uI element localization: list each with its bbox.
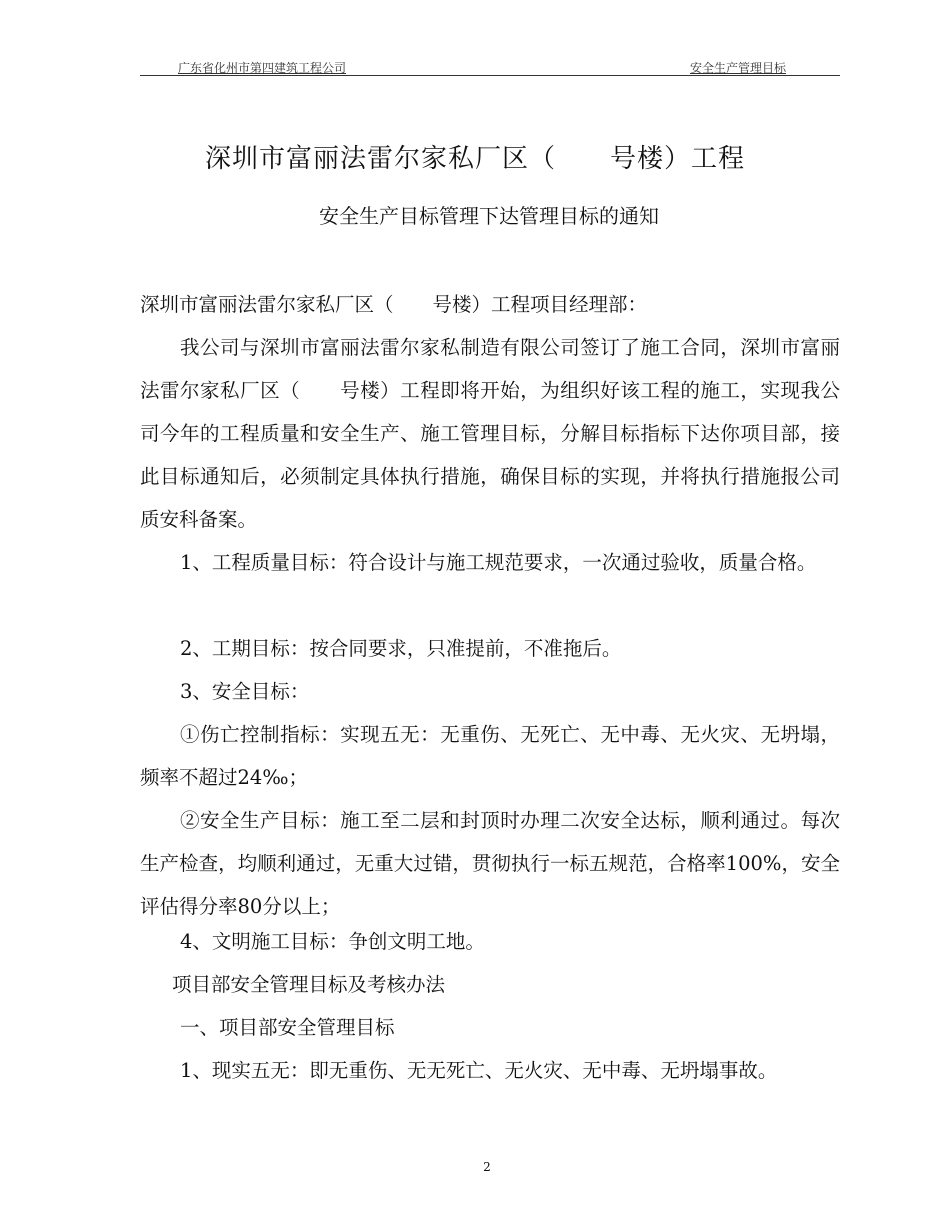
civilized-construction-goal: 4、文明施工目标：争创文明工地。 (180, 930, 485, 953)
safety-production-target: ②安全生产目标：施工至二层和封顶时办理二次安全达标，顺利通过。每次生产检查，均顺利通过，无重大过错，贯彻执行一标五规范，合格率100%，安全评估得分率80分以上； (140, 809, 840, 918)
casualty-control-target: ①伤亡控制指标：实现五无：无重伤、无死亡、无中毒、无火灾、无坍塌，频率不超过24‰； (140, 723, 840, 789)
page-number: 2 (483, 1160, 491, 1174)
section-title: 项目部安全管理目标及考核办法 (172, 973, 446, 996)
section-item-1: 1、现实五无：即无重伤、无无死亡、无火灾、无中毒、无坍塌事故。 (180, 1059, 778, 1082)
header-section: 安全生产管理目标 (690, 61, 787, 75)
page-header (140, 55, 840, 76)
document-subtitle: 安全生产目标管理下达管理目标的通知 (319, 204, 659, 228)
section-subtitle: 一、项目部安全管理目标 (180, 1016, 395, 1039)
intro-paragraph: 我公司与深圳市富丽法雷尔家私制造有限公司签订了施工合同，深圳市富丽法雷尔家私厂区（ 号楼）工程即将开始，为组织好该工程的施工，实现我公司今年的工程质量和安全生产、施工管理目标，分解目标指标下达你项目部，接此目标通知后，必须制定具体执行措施，确保目标的实现，并将执行措施报公司质安科备案。 (140, 336, 840, 531)
header-company: 广东省化州市第四建筑工程公司 (178, 61, 347, 75)
schedule-goal: 2、工期目标：按合同要求，只准提前，不准拖后。 (180, 637, 622, 660)
salutation: 深圳市富丽法雷尔家私厂区（ 号楼）工程项目经理部： (140, 293, 648, 316)
safety-goal-heading: 3、安全目标： (180, 680, 310, 703)
document-title: 深圳市富丽法雷尔家私厂区（ 号楼）工程 (204, 144, 745, 174)
quality-goal: 1、工程质量目标：符合设计与施工规范要求，一次通过验收，质量合格。 (180, 551, 817, 574)
